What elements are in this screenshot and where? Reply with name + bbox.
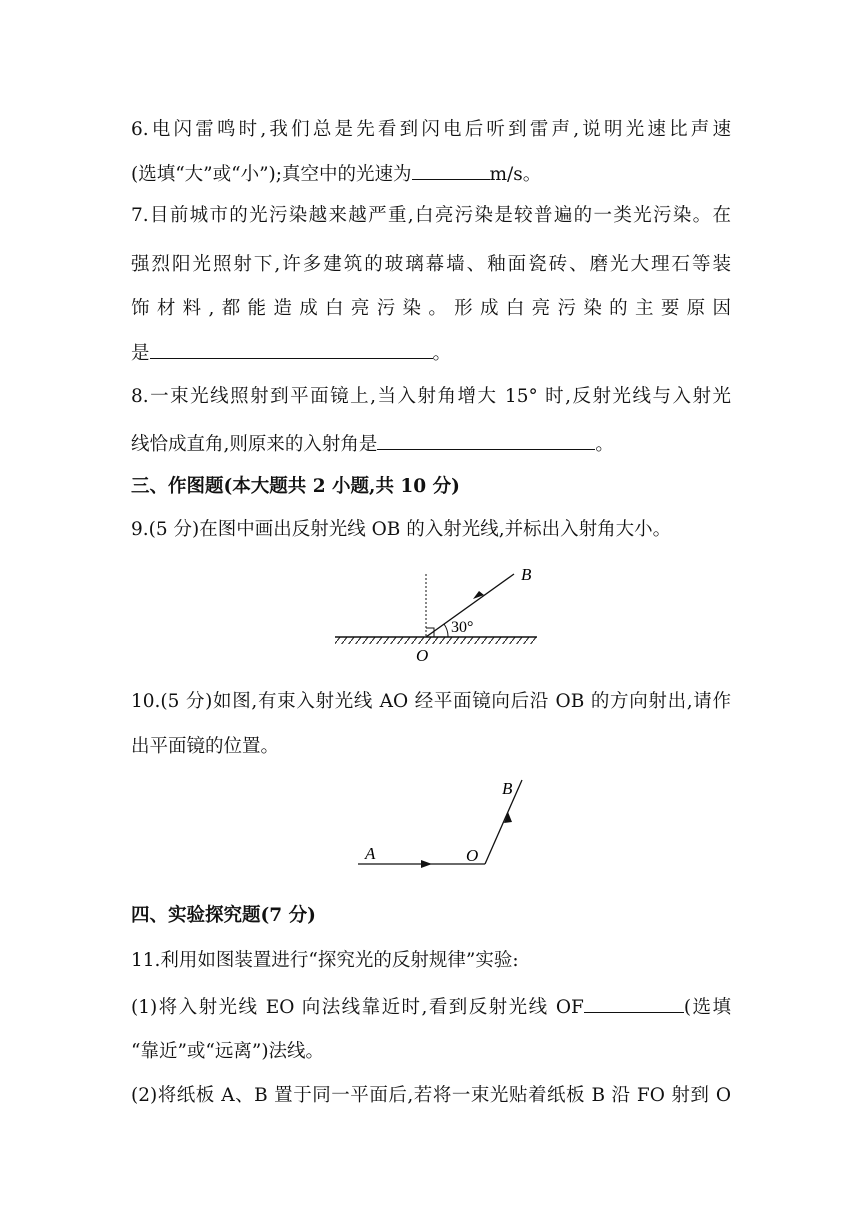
section-4-title: 四、实验探究题(7 分) bbox=[131, 905, 316, 926]
q9-text: 9.(5 分)在图中画出反射光线 OB 的入射光线,并标出入射角大小。 bbox=[131, 519, 672, 540]
q11-part-1-line-2: “靠近”或“远离”)法线。 bbox=[131, 1041, 325, 1062]
label-a: A bbox=[365, 844, 376, 863]
q8-line-1: 8.一束光线照射到平面镜上,当入射角增大 15° 时,反射光线与入射光 bbox=[131, 386, 731, 407]
mirror-hatching bbox=[335, 637, 537, 644]
angle-arc bbox=[444, 624, 448, 637]
q6-answer-blank[interactable] bbox=[412, 161, 490, 180]
label-o: O bbox=[466, 846, 479, 865]
q10-line-2: 出平面镜的位置。 bbox=[131, 736, 280, 757]
label-b: B bbox=[521, 565, 532, 584]
q10-figure bbox=[350, 770, 540, 870]
q7-line-4-text: 是 bbox=[131, 343, 150, 364]
q10-line-1: 10.(5 分)如图,有束入射光线 AO 经平面镜向后沿 OB 的方向射出,请作 bbox=[131, 691, 731, 712]
q7-line-1: 7.目前城市的光污染越来越严重,白亮污染是较普遍的一类光污染。在 bbox=[131, 205, 731, 226]
incident-arrow-head bbox=[421, 860, 432, 868]
q9-figure bbox=[330, 560, 545, 668]
q6-line-1: 6.电闪雷鸣时,我们总是先看到闪电后听到雷声,说明光速比声速 bbox=[131, 119, 731, 140]
q7-line-4-end: 。 bbox=[432, 343, 452, 364]
q6-line-2 bbox=[131, 161, 731, 187]
q11-answer-blank[interactable] bbox=[584, 994, 684, 1013]
q11-part-1-text: (1)将入射光线 EO 向法线靠近时,看到反射光线 OF bbox=[131, 997, 584, 1018]
q11-part-2-line-1: (2)将纸板 A、B 置于同一平面后,若将一束光贴着纸板 B 沿 FO 射到 O bbox=[131, 1085, 731, 1106]
q8-line-2-text: 线恰成直角,则原来的入射角是 bbox=[131, 434, 378, 455]
q6-line-2-text: (选填“大”或“小”);真空中的光速为 bbox=[131, 164, 412, 185]
q7-line-3: 饰材料,都能造成白亮污染。形成白亮污染的主要原因 bbox=[131, 298, 731, 319]
q6-line-2-unit: m/s。 bbox=[489, 164, 542, 185]
q8-answer-blank[interactable] bbox=[377, 431, 595, 450]
angle-30-label: 30° bbox=[451, 619, 474, 636]
q11-part-1-line-1 bbox=[131, 994, 731, 1020]
q8-line-2 bbox=[131, 431, 731, 457]
ray-arrow-head bbox=[473, 591, 484, 599]
label-b: B bbox=[502, 779, 513, 798]
section-3-title: 三、作图题(本大题共 2 小题,共 10 分) bbox=[131, 476, 460, 497]
q7-line-2: 强烈阳光照射下,许多建筑的玻璃幕墙、釉面瓷砖、磨光大理石等装 bbox=[131, 254, 731, 275]
q7-answer-blank[interactable] bbox=[150, 340, 433, 359]
q7-line-4 bbox=[131, 340, 731, 366]
q11-intro: 11.利用如图装置进行“探究光的反射规律”实验: bbox=[131, 950, 519, 971]
label-o: O bbox=[416, 646, 429, 665]
q11-part-1-choice: (选填 bbox=[683, 997, 731, 1018]
q8-line-2-end: 。 bbox=[595, 434, 614, 455]
